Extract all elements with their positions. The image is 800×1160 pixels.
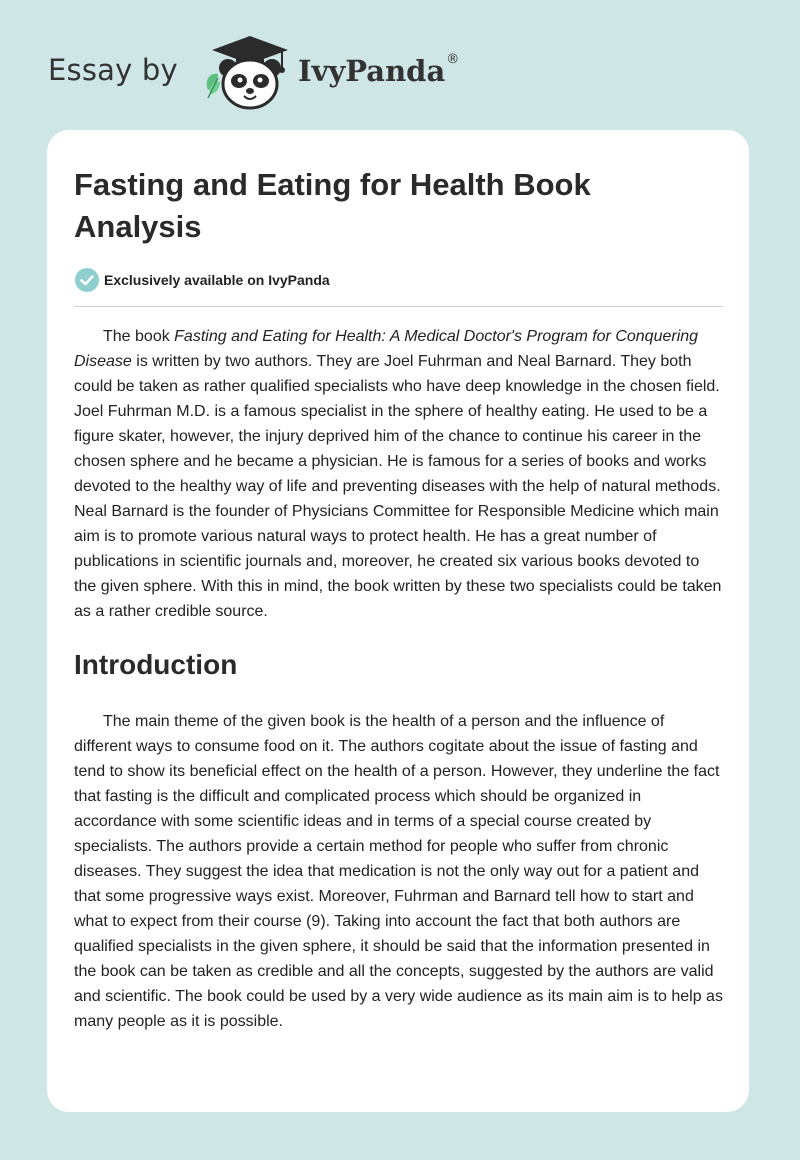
section-heading: Introduction [74,649,238,680]
exclusive-badge [74,266,723,294]
introduction-paragraph: The main theme of the given book is the health of a person and the influence of different ways to consume food on it. The authors cogitate about the issue of fasting and tend to show its beneficial effect on the health of a person. However, they underline the fact that fasting is the difficult and complicated process which should be organized in accordance with some scientific ideas and in terms of a special course created by specialists. The authors provide a certain method for people who suffer from chronic diseases. They suggest the idea that medication is not the only way out for a patient and that some progressive ways exist. Moreover, Fuhrman and Barnard tell how to start and what to expect from their course (9). Taking into account the fact that both authors are qualified specialists in the given sphere, it should be said that the information presented in the book can be taken as credible and all the concepts, suggested by the authors are valid and scientific. The book could be used by a very wide audience as its main aim is to help as many people as it is possible. [74,713,723,1030]
logo-wordmark: IvyPanda® [298,52,460,88]
article-title: Fasting and Eating for Health Book Analysis [74,167,591,244]
article-card [47,130,749,1112]
site-logo[interactable] [48,34,468,110]
book-title: Fasting and Eating for Health: A Medical Doctor's Program for Conquering Disease [74,328,699,370]
title-divider [74,306,723,307]
checkmark-circle-icon [74,267,100,293]
logo-prefix: Essay by [48,53,178,87]
registered-mark: ® [446,52,460,67]
panda-graduation-cap-icon [202,34,298,110]
intro-paragraph: The book Fasting and Eating for Health: A Medical Doctor's Program for Conquering Disease is written by two authors. They are Joel Fuhrman and Neal Barnard. They both could be taken as rather qualified specialists who have deep knowledge in the chosen field. Joel Fuhrman M.D. is a famous specialist in the sphere of healthy eating. He used to be a figure skater, however, the injury deprived him of the chance to continue his career in the chosen sphere and he became a physician. He is famous for a series of books and works devoted to the healthy way of life and preventing diseases with the help of natural methods. Neal Barnard is the founder of Physicians Committee for Responsible Medicine which main aim is to promote various natural ways to protect health. He has a great number of publications in scientific journals and, moreover, he created six various books devoted to the given sphere. With this in mind, the book written by these two specialists could be taken as a rather credible source. [74,328,722,620]
exclusive-text: Exclusively available on IvyPanda [104,272,330,288]
